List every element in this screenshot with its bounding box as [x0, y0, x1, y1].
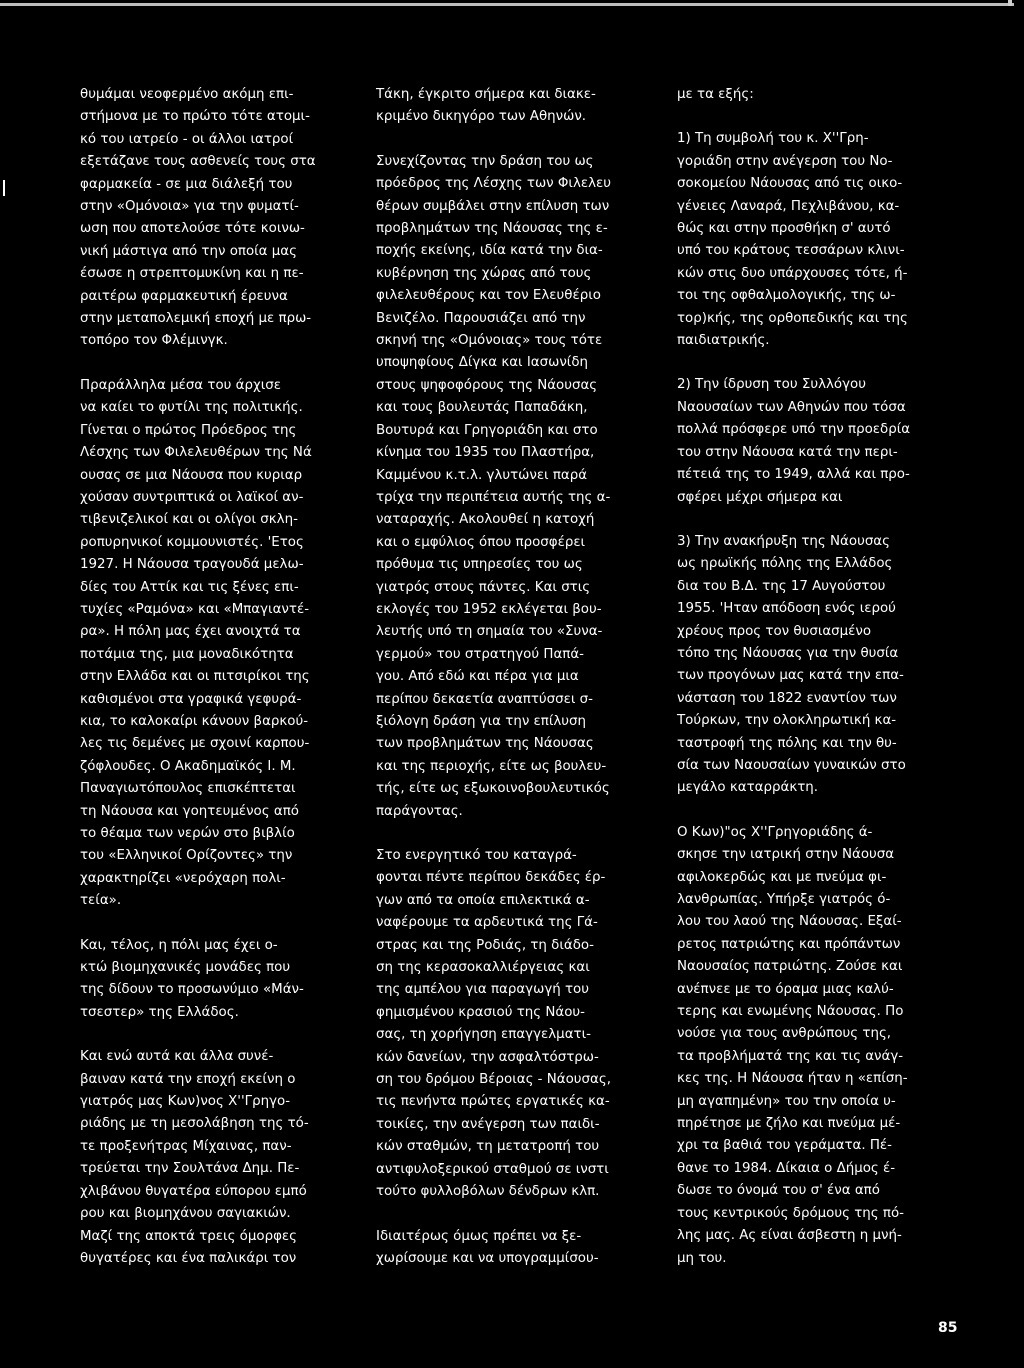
text-line: κες της. Η Νάουσα ήταν η «επίση- — [677, 1071, 908, 1087]
text-line: χωρίσουμε και να υπογραμμίσου- — [376, 1250, 599, 1266]
paragraph-gap — [80, 913, 362, 935]
text-line: κυβέρνηση της χώρας από τους — [376, 265, 592, 281]
text-line: σφέρει μέχρι σήμερα και — [677, 489, 843, 505]
paragraph — [80, 375, 362, 913]
text-line: χρι τα βαθιά του γεράματα. Πέ- — [677, 1138, 892, 1154]
text-line: στρας και της Ροδιάς, τη διάδο- — [376, 937, 594, 953]
text-line: γοριάδη στην ανέγερση του Νο- — [677, 153, 893, 169]
text-line: ως ηρωϊκής πόλης της Ελλάδος — [677, 556, 893, 572]
paragraph — [376, 151, 666, 823]
text-line: θυμάμαι νεοφερμένο ακόμη επι- — [80, 87, 294, 102]
paragraph — [80, 935, 362, 1025]
text-line: τερης και ενωμένης Νάουσας. Πο — [677, 1004, 904, 1020]
text-line: σκησε την ιατρική στην Νάουσα — [677, 847, 895, 863]
text-line: Πραράλληλα μέσα του άρχισε — [80, 377, 281, 393]
text-line: Παναγιωτόπουλος επισκέπτεται — [80, 781, 296, 797]
text-line: πέτειά της το 1949, αλλά και προ- — [677, 467, 910, 483]
text-line: τις πενήντα πρώτες εργατικές κα- — [376, 1094, 610, 1110]
text-line: φιλελευθέρους και τον Ελευθέριο — [376, 288, 601, 304]
paragraph — [677, 531, 955, 800]
text-line: πηρέτησε με ζήλο και πνεύμα μέ- — [677, 1116, 901, 1132]
text-line: ωση που αποτελούσε τότε κοινω- — [80, 221, 305, 237]
text-line: προβλημάτων της Νάουσας της ε- — [376, 221, 608, 237]
column-3 — [677, 84, 955, 1270]
text-line: κια, το καλοκαίρι κάνουν βαρκού- — [80, 713, 309, 729]
paragraph — [677, 128, 955, 352]
text-line: χρέους προς τον θυσιασμένο — [677, 623, 872, 639]
text-line: ριάδης με τη μεσολάβηση της τό- — [80, 1116, 309, 1132]
text-line: ποτάμια της, μια μοναδικότητα — [80, 646, 294, 662]
paragraph — [80, 84, 362, 353]
text-line: λες τις δεμένες με σχοινί καρπου- — [80, 736, 310, 752]
text-line: στην «Ομόνοια» για την φυματί- — [80, 199, 299, 215]
text-line: Στο ενεργητικό του καταγρά- — [376, 848, 577, 863]
text-line: σας, τη χορήγηση επαγγελματι- — [376, 1027, 591, 1043]
margin-mark — [3, 180, 5, 196]
paragraph-gap — [677, 106, 955, 128]
text-line: σοκομείου Νάουσας από τις οικο- — [677, 176, 903, 192]
text-line: λευτής υπό τη σημαία του «Συνα- — [376, 624, 603, 640]
text-line: τυχίες «Ραμόνα» και «Μπαγιαντέ- — [80, 601, 310, 617]
text-line: έσωσε η στρεπτομυκίνη και η πε- — [80, 266, 304, 282]
text-line: και της περιοχής, είτε ως βουλευ- — [376, 758, 607, 774]
paragraph — [376, 84, 666, 129]
text-line: τοι της οφθαλμολογικής, της ω- — [677, 288, 896, 304]
text-line: Τάκη, έγκριτο σήμερα και διακε- — [376, 87, 596, 102]
text-line: νική μάστιγα από την οποία μας — [80, 243, 297, 259]
text-line: να καίει το φυτίλι της πολιτικής. — [80, 400, 303, 416]
top-border-rule — [0, 3, 1014, 6]
text-line: φαρμακεία - σε μια διάλεξή του — [80, 176, 293, 192]
paragraph — [80, 1046, 362, 1270]
text-line: Ιδιαιτέρως όμως πρέπει να ξε- — [376, 1228, 582, 1244]
text-line: τους κεντρικούς δρόμους της πό- — [677, 1205, 904, 1221]
text-line: κριμένο δικηγόρο των Αθηνών. — [376, 109, 587, 125]
text-line: τρίχα την περιπέτεια αυτής της α- — [376, 489, 611, 505]
text-line: λου του λαού της Νάουσας. Εξαί- — [677, 914, 902, 930]
text-line: τη Νάουσα και γοητευμένος από — [80, 803, 299, 819]
text-line: ναταραχής. Ακολουθεί η κατοχή — [376, 512, 595, 528]
text-line: γων από τα οποία επιλεκτικά α- — [376, 892, 590, 908]
text-line: Ναουσαίων των Αθηνών που τόσα — [677, 399, 906, 415]
text-line: κτώ βιομηχανικές μονάδες που — [80, 960, 291, 976]
text-line: ταστροφή της πόλης και την θυ- — [677, 735, 897, 751]
text-line: της δίδουν το προσωνύμιο «Μάν- — [80, 982, 304, 998]
text-line: ξιόλογη δράση για την επίλυση — [376, 713, 587, 729]
text-line: εξετάζανε τους ασθενείς τους στα — [80, 154, 316, 170]
text-line: εκλογές του 1952 εκλέγεται βου- — [376, 601, 602, 617]
text-line: Και, τέλος, η πόλι μας έχει ο- — [80, 937, 278, 953]
text-line: τιβενιζελικοί και οι ολίγοι σκλη- — [80, 512, 298, 528]
text-line: τούτο φυλλοβόλων δένδρων κλπ. — [376, 1184, 600, 1200]
text-line: ναφέρουμε τα αρδευτικά της Γά- — [376, 915, 598, 931]
paragraph-gap — [677, 352, 955, 374]
text-line: περίπου δεκαετία αναπτύσσει σ- — [376, 691, 593, 707]
text-line: στην μεταπολεμική εποχή με πρω- — [80, 311, 312, 327]
text-line: βαιναν κατά την εποχή εκείνη ο — [80, 1071, 296, 1087]
text-line: τεία». — [80, 893, 122, 909]
text-line: 1) Τη συμβολή του κ. Χ''Γρη- — [677, 131, 869, 147]
paragraph-gap — [677, 800, 955, 822]
paragraph — [677, 374, 955, 508]
text-line: δωσε το όνομά του σ' ένα από — [677, 1183, 880, 1199]
text-line: λανθρωπίας. Υπήρξε γιατρός ό- — [677, 892, 891, 907]
paragraph — [376, 1226, 666, 1271]
text-line: ρου και βιομηχάνου σαγιακιών. — [80, 1206, 291, 1222]
text-line: κών στις δυο υπάρχουσες τότε, ή- — [677, 265, 908, 281]
text-line: κίνημα του 1935 του Πλαστήρα, — [376, 445, 595, 461]
paragraph-gap — [376, 1204, 666, 1226]
text-line: τορ)κής, της ορθοπεδικής και της — [677, 310, 908, 326]
paragraph-gap — [80, 1024, 362, 1046]
text-line: υπό του κράτους τεσσάρων κλινι- — [677, 243, 905, 259]
text-line: τρεύεται την Σουλτάνα Δημ. Πε- — [80, 1161, 300, 1177]
text-line: τα προβλήματά της και τις ανάγ- — [677, 1048, 904, 1064]
text-line: στήμονα με το πρώτο τότε ατομι- — [80, 109, 310, 125]
text-line: Βενιζέλο. Παρουσιάζει από την — [376, 310, 586, 326]
text-line: τσεστερ» της Ελλάδος. — [80, 1004, 239, 1020]
text-line: τε προξενήτρας Μίχαινας, παν- — [80, 1138, 292, 1154]
paragraph — [677, 822, 955, 1270]
text-line: Ο Κων)"ος Χ''Γρηγοριάδης ά- — [677, 824, 873, 840]
text-line: δια του Β.Δ. της 17 Αυγούστου — [677, 578, 886, 594]
text-line: φονται πέντε περίπου δεκάδες έρ- — [376, 870, 606, 886]
text-line: γου. Από εδώ και πέρα για μια — [376, 669, 579, 685]
text-line: γιατρός μας Κων)νος Χ''Γρηγο- — [80, 1094, 291, 1110]
text-line: ουσας σε μια Νάουσα που κυριαρ — [80, 467, 303, 483]
text-line: νούσε για τους ανθρώπους της, — [677, 1026, 892, 1042]
text-line: θυγατέρες και ένα παλικάρι τον — [80, 1250, 297, 1266]
text-line: δίες του Αττίκ και τις ξένες επι- — [80, 579, 299, 595]
text-line: πρόεδρος της Λέσχης των Φιλελευ — [376, 176, 612, 192]
paragraph-gap — [376, 129, 666, 151]
paragraph-gap — [376, 823, 666, 845]
text-line: ρετος πατριώτης και πρόπάντων — [677, 936, 901, 952]
text-line: σκηνή της «Ομόνοιας» τους τότε — [376, 333, 603, 349]
text-line: Βουτυρά και Γρηγοριάδη και στο — [376, 422, 598, 438]
text-line: 1955. 'Ηταν απόδοση ενός ιερού — [677, 601, 896, 617]
text-line: παράγοντας. — [376, 803, 463, 819]
text-line: πολλά πρόσφερε υπό την προεδρία — [677, 422, 911, 438]
text-line: 1927. Η Νάουσα τραγουδά μελω- — [80, 557, 304, 573]
paragraph — [677, 84, 955, 106]
paragraph-gap — [80, 353, 362, 375]
text-line: αντιφυλοξερικού σταθμού σε ινστι — [376, 1161, 609, 1177]
text-line: τοικίες, την ανέγερση των παιδι- — [376, 1116, 600, 1132]
text-line: νάσταση του 1822 εναντίον των — [677, 690, 897, 706]
text-line: και ο εμφύλιος όπου προσφέρει — [376, 534, 586, 550]
text-line: Καμμένου κ.τ.λ. γλυτώνει παρά — [376, 467, 588, 483]
text-line: Μαζί της αποκτά τρεις όμορφες — [80, 1228, 298, 1244]
text-line: ση της κερασοκαλλιέργειας και — [376, 960, 590, 976]
text-line: γιατρός στους πάντες. Και στις — [376, 579, 591, 595]
text-line: θώς και στην προσθήκη σ' αυτό — [677, 221, 891, 237]
text-line: στους ψηφοφόρους της Νάουσας — [376, 377, 598, 393]
text-line: παιδιατρικής. — [677, 333, 770, 349]
text-line: γερμού» του στρατηγού Παπά- — [376, 646, 584, 662]
text-line: τής, είτε ως εξωκοινοβουλευτικός — [376, 781, 610, 797]
text-line: ραιτέρω φαρμακευτική έρευνα — [80, 288, 288, 304]
column-1 — [80, 84, 362, 1270]
text-line: και τους βουλευτάς Παπαδάκη, — [376, 400, 588, 416]
text-line: τόπο της Νάουσας για την θυσία — [677, 645, 899, 661]
text-line: καθισμένοι στα γραφικά γεφυρά- — [80, 691, 302, 707]
text-line: χλιβάνου θυγατέρα εύπορου εμπό — [80, 1183, 307, 1199]
text-line: χαρακτηρίζει «νερόχαρη πολι- — [80, 870, 286, 886]
text-line: μη του. — [677, 1250, 727, 1266]
page-number: 85 — [938, 1320, 958, 1336]
text-line: μεγάλο καταρράκτη. — [677, 780, 819, 796]
text-line: των προγόνων μας κατά την επα- — [677, 668, 904, 684]
text-line: θανε το 1984. Δίκαια ο Δήμος έ- — [677, 1160, 896, 1176]
text-line: γένειες Λαναρά, Πεχλιβάνου, κα- — [677, 198, 900, 214]
text-line: του «Ελληνικοί Ορίζοντες» την — [80, 848, 293, 864]
text-line: θέρων συμβάλει στην επίλυση των — [376, 198, 610, 214]
paragraph — [376, 845, 666, 1204]
text-line: τοπόρο τον Φλέμινγκ. — [80, 333, 228, 349]
text-line: μη αγαπημένη» του την οποία υ- — [677, 1093, 896, 1109]
text-line: της αμπέλου για παραγωγή του — [376, 982, 589, 998]
text-line: ζόφλουδες. Ο Ακαδημαϊκός Ι. Μ. — [80, 758, 296, 774]
text-line: πρόθυμα τις υπηρεσίες του ως — [376, 557, 583, 573]
text-line: χούσαν συντριπτικά οι λαϊκοί αν- — [80, 489, 304, 505]
text-line: Γίνεται ο πρώτος Πρόεδρος της — [80, 422, 297, 438]
text-line: Τούρκων, την ολοκληρωτική κα- — [677, 713, 897, 729]
text-line: ρα». Η πόλη μας έχει ανοιχτά τα — [80, 624, 301, 640]
text-line: Και ενώ αυτά και άλλα συνέ- — [80, 1049, 274, 1065]
text-line: ροπυρηνικοί κομμουνιστές. 'Ετος — [80, 534, 304, 550]
text-line: Ναουσαίος πατριώτης. Ζούσε και — [677, 959, 903, 975]
text-line: κών δανείων, την ασφαλτόστρω- — [376, 1049, 599, 1065]
text-line: ποχής εκείνης, ιδία κατά την δια- — [376, 243, 603, 259]
text-line: υποψηφίους Δίγκα και Ιασωνίδη — [376, 355, 589, 371]
text-line: 2) Την ίδρυση του Συλλόγου — [677, 377, 866, 393]
text-line: 3) Την ανακήρυξη της Νάουσας — [677, 533, 890, 549]
top-border-rule-end — [1008, 0, 1012, 6]
text-line: σία των Ναουσαίων γυναικών στο — [677, 757, 906, 773]
text-line: ανέπνεε με το όραμα μιας καλύ- — [677, 981, 894, 997]
text-line: των προβλημάτων της Νάουσας — [376, 736, 594, 752]
text-line: αφιλοκερδώς και με πνεύμα φι- — [677, 869, 887, 885]
text-line: Λέσχης των Φιλελευθέρων της Νά — [80, 445, 312, 461]
text-line: στην Ελλάδα και οι πιτσιρίκοι της — [80, 669, 310, 685]
text-line: με τα εξής: — [677, 87, 754, 102]
paragraph-gap — [677, 509, 955, 531]
text-line: ση του δρόμου Βέροιας - Νάουσας, — [376, 1072, 611, 1088]
text-line: το θέαμα των νερών στο βιβλίο — [80, 826, 295, 841]
text-line: κών σταθμών, τη μετατροπή του — [376, 1139, 600, 1155]
text-line: κό του ιατρείο - οι άλλοι ιατροί — [80, 131, 294, 147]
text-line: του στην Νάουσα κατά την περι- — [677, 444, 898, 460]
text-line: Συνεχίζοντας την δράση του ως — [376, 153, 594, 169]
column-2 — [376, 84, 666, 1270]
text-line: φημισμένου κρασιού της Νάου- — [376, 1004, 586, 1020]
text-line: λης μας. Ας είναι άσβεστη η μνή- — [677, 1228, 902, 1244]
